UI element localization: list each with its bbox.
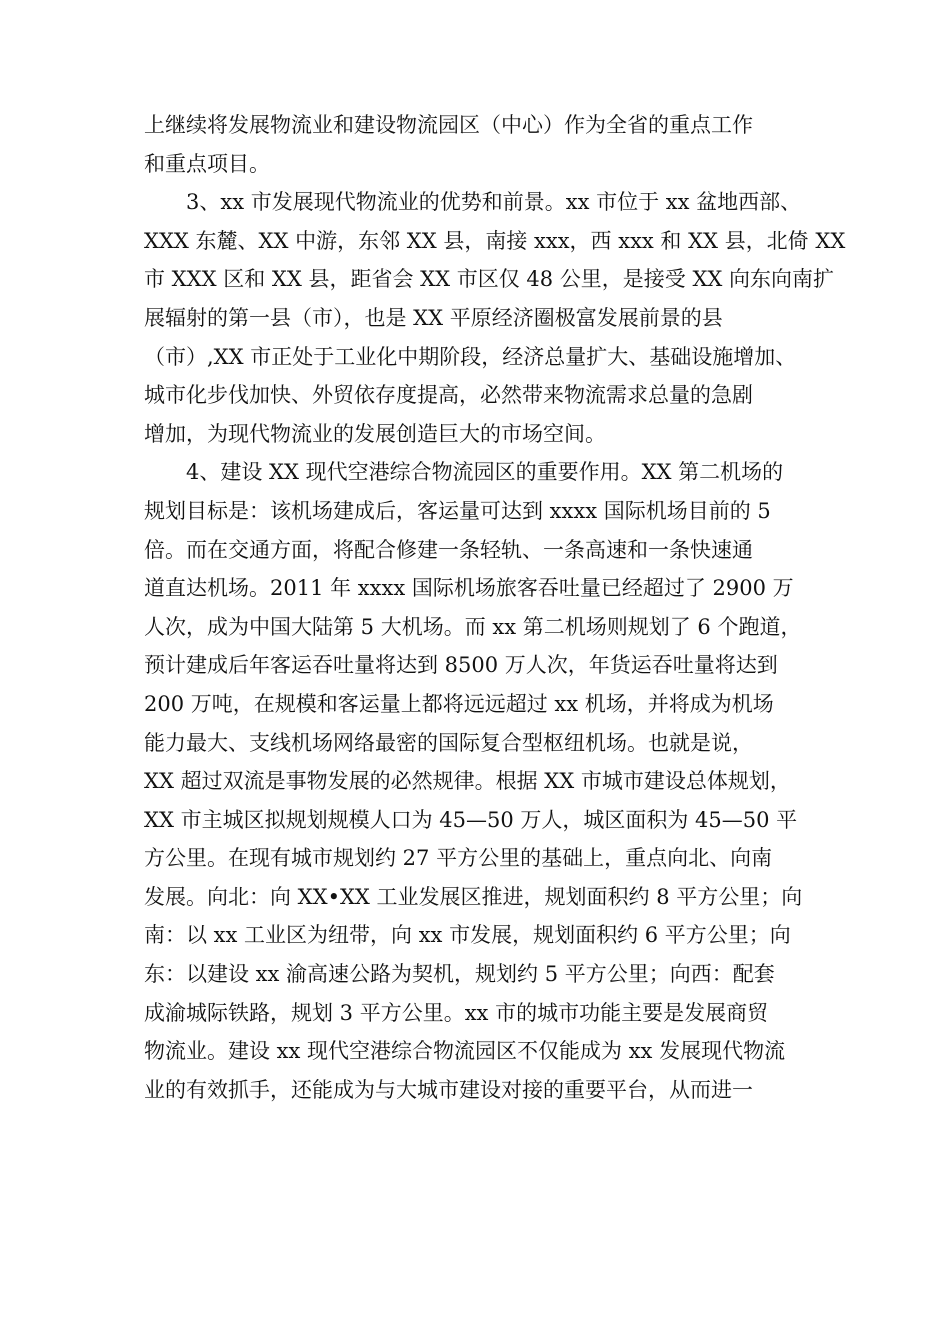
text-line: 能力最大、支线机场网络最密的国际复合型枢纽机场。也就是说， — [144, 730, 753, 755]
text-line: 南：以 xx 工业区为纽带，向 xx 市发展，规划面积约 6 平方公里；向 — [144, 923, 791, 948]
text-line: （市）,XX 市正处于工业化中期阶段，经济总量扩大、基础设施增加、 — [144, 344, 797, 369]
text-line: 市 XXX 区和 XX 县，距省会 XX 市区仅 48 公里，是接受 XX 向东向南扩 — [144, 267, 835, 292]
text-line: 3、xx 市发展现代物流业的优势和前景。xx 市位于 xx 盆地西部、 — [186, 190, 802, 215]
text-line: 规划目标是：该机场建成后，客运量可达到 xxxx 国际机场目前的 5 — [144, 498, 771, 523]
body-text — [144, 106, 844, 1109]
text-line: 城市化步伐加快、外贸依存度提高，必然带来物流需求总量的急剧 — [144, 383, 753, 408]
text-line: 方公里。在现有城市规划约 27 平方公里的基础上，重点向北、向南 — [144, 846, 773, 871]
text-line: 人次，成为中国大陆第 5 大机场。而 xx 第二机场则规划了 6 个跑道， — [144, 614, 802, 639]
text-line: 道直达机场。2011 年 xxxx 国际机场旅客吞吐量已经超过了 2900 万 — [144, 576, 794, 601]
text-line: 增加，为现代物流业的发展创造巨大的市场空间。 — [144, 421, 606, 446]
text-line: 业的有效抓手，还能成为与大城市建设对接的重要平台，从而进一 — [144, 1077, 753, 1102]
text-line: 预计建成后年客运吞吐量将达到 8500 万人次，年货运吞吐量将达到 — [144, 653, 778, 678]
text-line: XX 超过双流是事物发展的必然规律。根据 XX 市城市建设总体规划， — [144, 769, 791, 794]
text-line: 发展。向北：向 XX•XX 工业发展区推进，规划面积约 8 平方公里；向 — [144, 884, 803, 909]
text-line: 展辐射的第一县（市），也是 XX 平原经济圈极富发展前景的县 — [144, 305, 723, 330]
text-line: 东：以建设 xx 渝高速公路为契机，规划约 5 平方公里；向西：配套 — [144, 962, 775, 987]
text-line: XX 市主城区拟规划规模人口为 45—50 万人，城区面积为 45—50 平 — [144, 807, 798, 832]
text-line: XXX 东麓、XX 中游，东邻 XX 县，南接 xxx，西 xxx 和 XX 县，北倚 XX — [144, 228, 846, 253]
text-line: 倍。而在交通方面，将配合修建一条轻轨、一条高速和一条快速通 — [144, 537, 753, 562]
text-line: 和重点项目。 — [144, 151, 270, 176]
text-line: 物流业。建设 xx 现代空港综合物流园区不仅能成为 xx 发展现代物流 — [144, 1039, 786, 1064]
text-line: 上继续将发展物流业和建设物流园区（中心）作为全省的重点工作 — [144, 113, 753, 137]
text-line: 成渝城际铁路，规划 3 平方公里。xx 市的城市功能主要是发展商贸 — [144, 1000, 769, 1025]
text-line: 200 万吨，在规模和客运量上都将远远超过 xx 机场，并将成为机场 — [144, 691, 774, 716]
text-line: 4、建设 XX 现代空港综合物流园区的重要作用。XX 第二机场的 — [186, 460, 784, 485]
